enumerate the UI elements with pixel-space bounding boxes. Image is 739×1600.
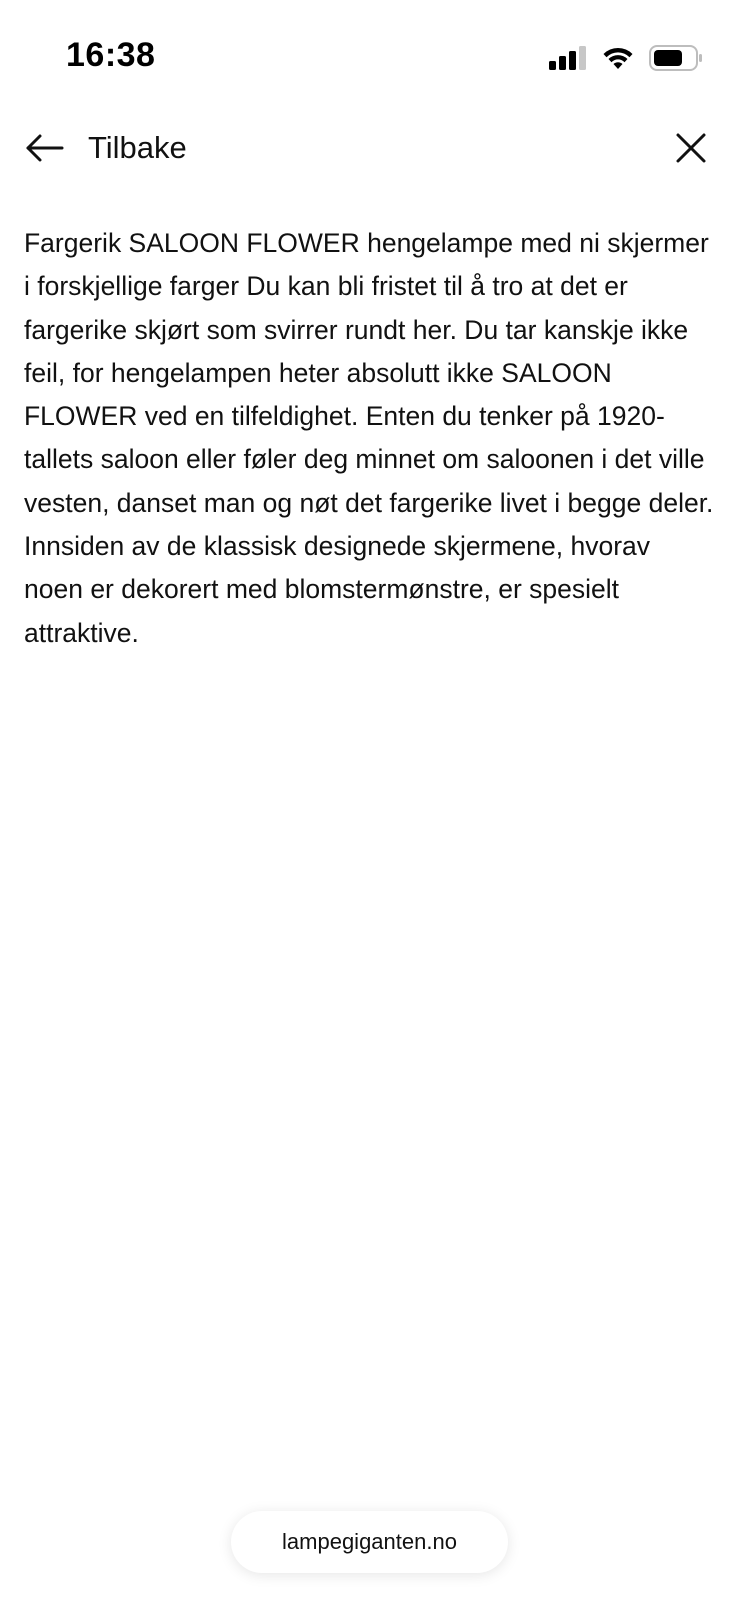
back-button[interactable] [24, 120, 187, 176]
wifi-icon [601, 45, 635, 71]
status-time: 16:38 [66, 36, 156, 74]
url-text: lampegiganten.no [282, 1529, 457, 1554]
nav-bar [0, 110, 739, 190]
close-button[interactable] [667, 124, 715, 172]
product-description: Fargerik SALOON FLOWER hengelampe med ni skjermer i forskjellige farger Du kan bli fristet til å tro at det er fargerike skjørt som svirrer rundt her. Du tar kanskje ikke feil, for hengelampen heter absolutt ikke SALOON FLOWER ved en tilfeldighet. Enten du tenker på 1920-tallets saloon eller føler deg minnet om saloonen i det ville vesten, danset man og nøt det fargerike livet i begge deler. Innsiden av de klassisk designede skjermene, hvorav noen er dekorert med blomstermønstre, er spesielt attraktive. [24, 228, 714, 648]
battery-icon [649, 45, 703, 71]
url-pill[interactable] [231, 1511, 508, 1573]
status-icons [549, 42, 703, 74]
close-icon [675, 132, 707, 164]
arrow-left-icon [24, 132, 66, 164]
back-label: Tilbake [88, 130, 187, 165]
status-bar [0, 0, 739, 110]
signal-icon [549, 46, 587, 70]
